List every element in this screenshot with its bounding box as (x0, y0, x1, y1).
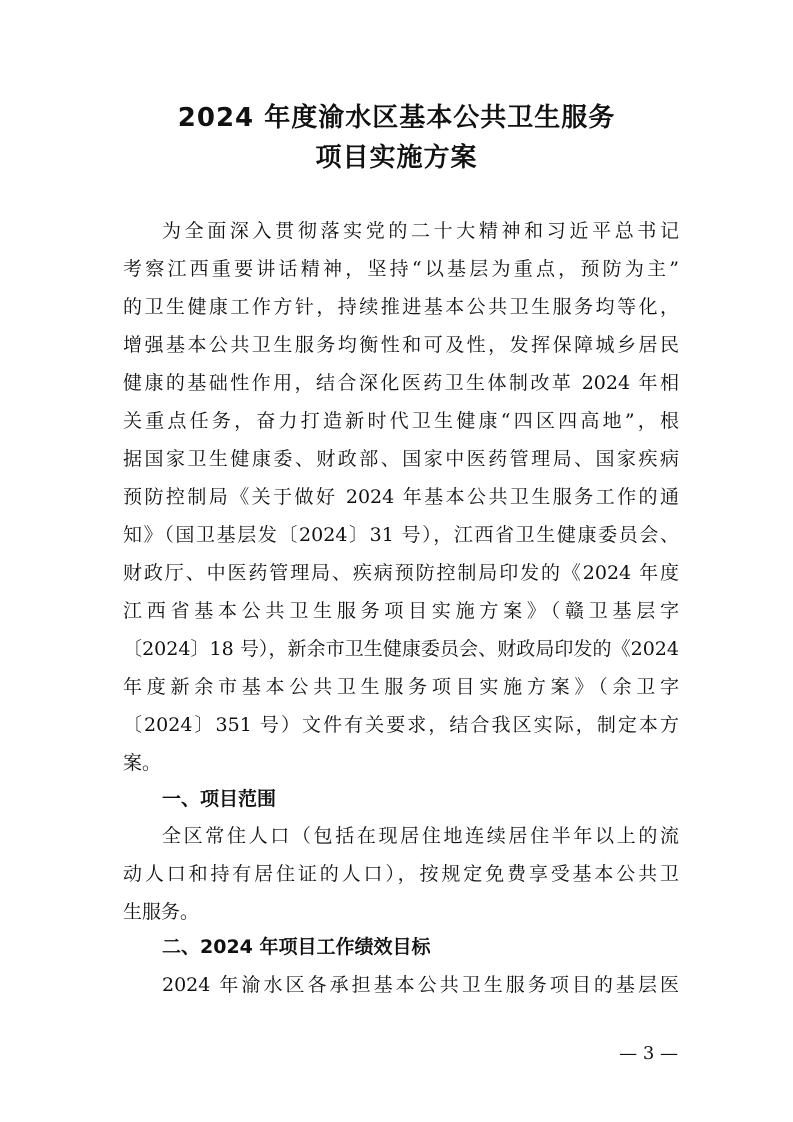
section-heading-goals: 二、2024 年项目工作绩效目标 (162, 936, 431, 958)
paragraph-line: 关重点任务，奋力打造新时代卫生健康“四区四高地”，根 (123, 410, 679, 432)
paragraph-line: 〔2024〕351 号）文件有关要求，结合我区实际，制定本方 (123, 714, 679, 736)
paragraph-line: 的卫生健康工作方针，持续推进基本公共卫生服务均等化， (123, 296, 679, 318)
page-number: — 3 — (619, 1043, 678, 1064)
document-title-line-2: 项目实施方案 (315, 143, 478, 173)
paragraph-line: 〔2024〕18 号），新余市卫生健康委员会、财政局印发的《2024 (123, 638, 679, 660)
paragraph-line: 生服务。 (123, 901, 200, 923)
paragraph-line: 全区常住人口（包括在现居住地连续居住半年以上的流 (162, 825, 679, 847)
section-heading-scope: 一、项目范围 (162, 788, 277, 810)
paragraph-line: 知》（国卫基层发〔2024〕31 号），江西省卫生健康委员会、 (123, 524, 679, 546)
paragraph-line: 考察江西重要讲话精神，坚持“以基层为重点，预防为主” (123, 258, 679, 280)
paragraph-line: 动人口和持有居住证的人口），按规定免费享受基本公共卫 (123, 863, 679, 885)
document-title-line-1: 2024 年度渝水区基本公共卫生服务 (177, 103, 616, 133)
paragraph-line: 据国家卫生健康委、财政部、国家中医药管理局、国家疾病 (123, 448, 679, 470)
paragraph-line: 预防控制局《关于做好 2024 年基本公共卫生服务工作的通 (123, 486, 679, 508)
paragraph-line: 年度新余市基本公共卫生服务项目实施方案》（余卫字 (123, 676, 679, 698)
paragraph-line: 2024 年渝水区各承担基本公共卫生服务项目的基层医 (162, 974, 679, 996)
paragraph-line: 财政厅、中医药管理局、疾病预防控制局印发的《2024 年度 (123, 562, 679, 584)
paragraph-line: 增强基本公共卫生服务均衡性和可及性，发挥保障城乡居民 (123, 334, 679, 356)
paragraph-line: 案。 (123, 752, 162, 774)
paragraph-line: 健康的基础性作用，结合深化医药卫生体制改革 2024 年相 (123, 372, 679, 394)
paragraph-line: 江西省基本公共卫生服务项目实施方案》（赣卫基层字 (123, 600, 679, 622)
paragraph-line: 为全面深入贯彻落实党的二十大精神和习近平总书记 (162, 220, 679, 242)
